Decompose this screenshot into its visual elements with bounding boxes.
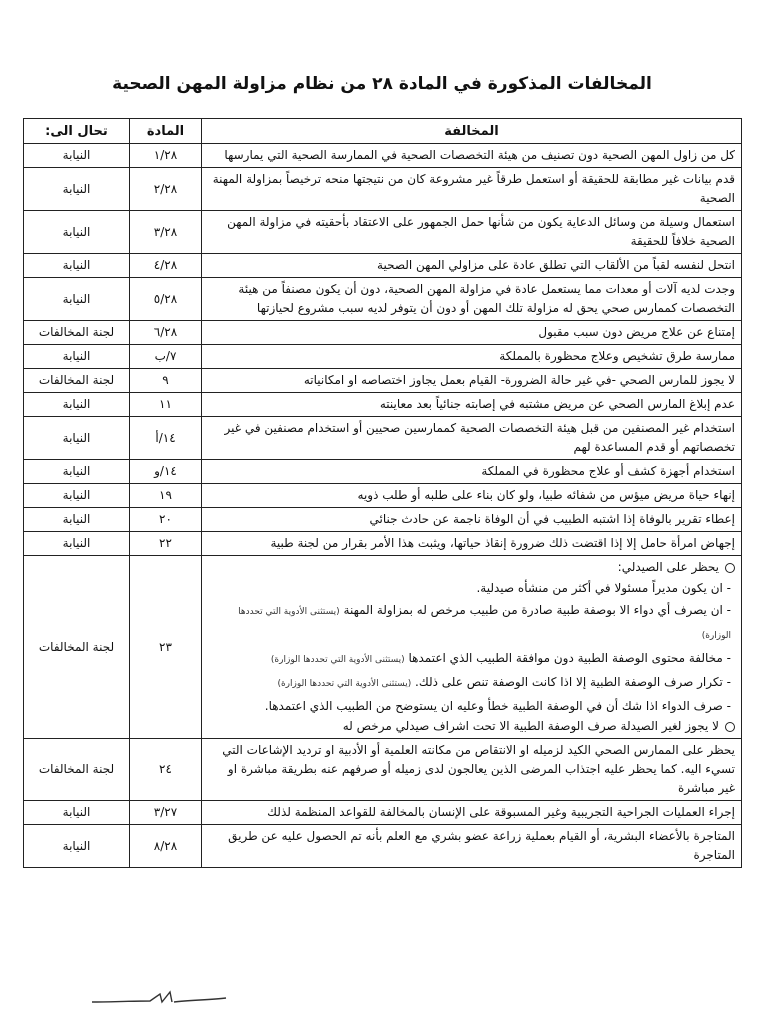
article-cell: ٣/٢٧ xyxy=(130,801,202,825)
violation-cell: استعمال وسيلة من وسائل الدعاية يكون من شأنها حمل الجمهور على الاعتقاد بأحقيته في مزاولة المهن الصحية خلافاً للحقيقة xyxy=(202,211,742,254)
referral-cell: النيابة xyxy=(24,532,130,556)
article-cell: ١/٢٨ xyxy=(130,144,202,168)
violation-cell: إجراء العمليات الجراحية التجريبية وغير المسبوقة على الإنسان بالمخالفة للقواعد المنظمة لذلك xyxy=(202,801,742,825)
violations-table xyxy=(23,118,742,868)
referral-cell: النيابة xyxy=(24,484,130,508)
table-row xyxy=(24,211,742,254)
referral-cell: النيابة xyxy=(24,144,130,168)
table-row xyxy=(24,532,742,556)
violation-cell: استخدام أجهزة كشف أو علاج محظورة في المملكة xyxy=(202,460,742,484)
header-referral: تحال الى: xyxy=(24,119,130,144)
list-item: - تكرار صرف الوصفة الطبية إلا اذا كانت الوصفة تنص على ذلك. (يستثنى الأدوية التي تحددها الوزارة) xyxy=(208,671,731,695)
header-violation: المخالفة xyxy=(202,119,742,144)
violation-cell: قدم بيانات غير مطابقة للحقيقة أو استعمل طرقاً غير مشروعة كان من نتيجتها منحه ترخيصاً بمزاولة المهنة الصحية xyxy=(202,168,742,211)
signature-icon xyxy=(90,986,230,1010)
violation-cell: عدم إبلاغ المارس الصحي عن مريض مشتبه في إصابته جنائياً بعد معاينته xyxy=(202,393,742,417)
table-row xyxy=(24,369,742,393)
violation-cell: إجهاض امرأة حامل إلا إذا اقتضت ذلك ضرورة إنقاذ حياتها، ويثبت هذا الأمر بقرار من لجنة طبية xyxy=(202,532,742,556)
violation-cell: إنهاء حياة مريض ميؤس من شفائه طبيا، ولو كان بناء على طلبه أو طلب ذويه xyxy=(202,484,742,508)
referral-cell: النيابة xyxy=(24,168,130,211)
referral-cell: النيابة xyxy=(24,801,130,825)
table-row xyxy=(24,825,742,868)
article-cell: ٦/٢٨ xyxy=(130,321,202,345)
table-row xyxy=(24,508,742,532)
circle-bullet-icon xyxy=(725,563,735,573)
article-cell: ٣/٢٨ xyxy=(130,211,202,254)
article-cell: ١٤/و xyxy=(130,460,202,484)
article-cell: ٥/٢٨ xyxy=(130,278,202,321)
referral-cell: لجنة المخالفات xyxy=(24,739,130,801)
table-row xyxy=(24,739,742,801)
list-item: - ان يصرف أي دواء الا بوصفة طبية صادرة من طبيب مرخص له بمزاولة المهنة (يستثنى الأدوية التي تحددها الوزارة) xyxy=(208,599,731,647)
table-row xyxy=(24,393,742,417)
circle-bullet-icon xyxy=(725,722,735,732)
referral-cell: لجنة المخالفات xyxy=(24,556,130,739)
referral-cell: النيابة xyxy=(24,508,130,532)
pharmacist-row xyxy=(24,556,742,739)
table-row xyxy=(24,345,742,369)
violation-cell: ممارسة طرق تشخيص وعلاج محظورة بالمملكة xyxy=(202,345,742,369)
referral-cell: النيابة xyxy=(24,254,130,278)
table-row xyxy=(24,460,742,484)
signature-scribble-icon xyxy=(90,986,230,1010)
article-cell: ١١ xyxy=(130,393,202,417)
article-cell: ٢٤ xyxy=(130,739,202,801)
list-item: - صرف الدواء اذا شك أن في الوصفة الطبية خطأ وعليه ان يستوضح من الطبيب الذي اعتمدها. xyxy=(208,695,731,717)
violation-cell: كل من زاول المهن الصحية دون تصنيف من هيئة التخصصات الصحية في الممارسة الصحية التي يمارسها xyxy=(202,144,742,168)
article-cell: ١٩ xyxy=(130,484,202,508)
article-cell: ٩ xyxy=(130,369,202,393)
pharmacist-intro: يحظر على الصيدلي: xyxy=(208,558,735,577)
article-cell: ٤/٢٨ xyxy=(130,254,202,278)
violation-cell: لا يجوز للمارس الصحي -في غير حالة الضرورة- القيام بعمل يجاوز اختصاصه او امكانياته xyxy=(202,369,742,393)
referral-cell: لجنة المخالفات xyxy=(24,369,130,393)
table-row xyxy=(24,278,742,321)
article-cell: ٧/ب xyxy=(130,345,202,369)
header-article: المادة xyxy=(130,119,202,144)
referral-cell: النيابة xyxy=(24,211,130,254)
table-row xyxy=(24,801,742,825)
table-header-row xyxy=(24,119,742,144)
list-item: - ان يكون مديراً مسئولا في أكثر من منشأه صيدلية. xyxy=(208,577,731,599)
table-row xyxy=(24,144,742,168)
referral-cell: النيابة xyxy=(24,460,130,484)
violation-cell: وجدت لديه آلات أو معدات مما يستعمل عادة في مزاولة المهن الصحية، دون أن يكون مصنفاً من هيئة التخصصات كممارس صحي يحق له مزاولة تلك المهن أو دون أن يتوفر لديه سبب مشروع لحيازتها xyxy=(202,278,742,321)
table-row xyxy=(24,168,742,211)
violation-cell xyxy=(202,556,742,739)
referral-cell: النيابة xyxy=(24,278,130,321)
referral-cell: لجنة المخالفات xyxy=(24,321,130,345)
article-cell: ٢٠ xyxy=(130,508,202,532)
list-item: - مخالفة محتوى الوصفة الطبية دون موافقة الطبيب الذي اعتمدها (يستثنى الأدوية التي تحددها الوزارة) xyxy=(208,647,731,671)
violation-cell: استخدام غير المصنفين من قبل هيئة التخصصات الصحية كممارسين صحيين أو استخدام مصنفين في غير تخصصاتهم أو قدم المساعدة لهم xyxy=(202,417,742,460)
violation-cell: انتحل لنفسه لقباً من الألقاب التي تطلق عادة على مزاولي المهن الصحية xyxy=(202,254,742,278)
article-cell: ٨/٢٨ xyxy=(130,825,202,868)
violation-cell: إعطاء تقرير بالوفاة إذا اشتبه الطبيب في أن الوفاة ناجمة عن حادث جنائي xyxy=(202,508,742,532)
article-cell: ١٤/أ xyxy=(130,417,202,460)
page-title: المخالفات المذكورة في المادة ٢٨ من نظام مزاولة المهن الصحية xyxy=(112,74,652,94)
violation-cell: المتاجرة بالأعضاء البشرية، أو القيام بعملية زراعة عضو بشري مع العلم بأنه تم الحصول عليه عن طريق المتاجرة xyxy=(202,825,742,868)
referral-cell: النيابة xyxy=(24,345,130,369)
violation-cell: إمتناع عن علاج مريض دون سبب مقبول xyxy=(202,321,742,345)
article-cell: ٢٣ xyxy=(130,556,202,739)
table-row xyxy=(24,321,742,345)
table-row xyxy=(24,417,742,460)
article-cell: ٢/٢٨ xyxy=(130,168,202,211)
referral-cell: النيابة xyxy=(24,393,130,417)
pharmacist-list xyxy=(208,577,735,717)
article-cell: ٢٢ xyxy=(130,532,202,556)
pharmacist-closing: لا يجوز لغير الصيدلة صرف الوصفة الطبية الا تحت اشراف صيدلي مرخص له xyxy=(208,717,735,736)
table-row xyxy=(24,254,742,278)
violation-cell: يحظر على الممارس الصحي الكيد لزميله او الانتقاص من مكانته العلمية أو الأدبية او ترديد الإشاعات التي تسيء اليه. كما يحظر عليه اجتذاب المرضى الذين يعالجون لدى زميله أو صرفهم عنه بطريقة مباشرة او غير مباشرة xyxy=(202,739,742,801)
table-row xyxy=(24,484,742,508)
referral-cell: النيابة xyxy=(24,417,130,460)
referral-cell: النيابة xyxy=(24,825,130,868)
